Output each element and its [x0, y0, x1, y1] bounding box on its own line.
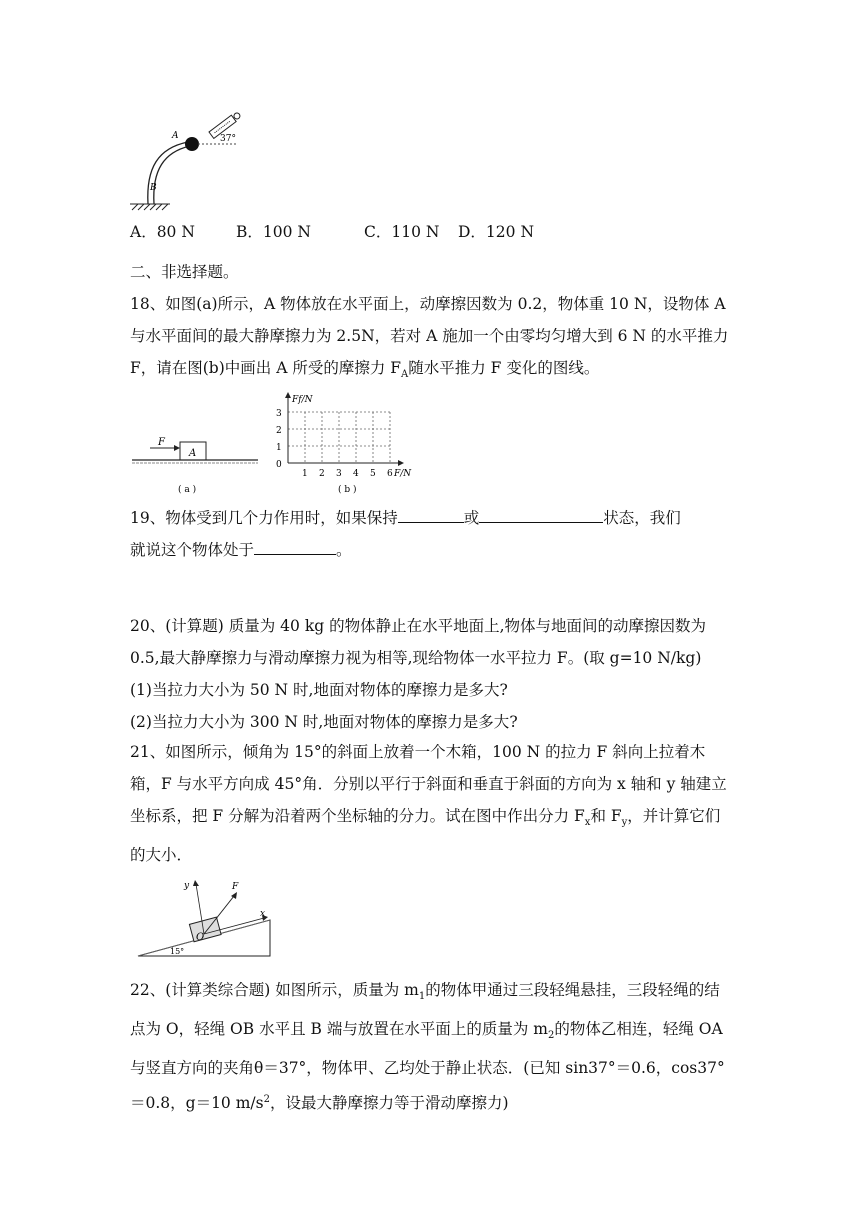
x-tick: 5	[370, 469, 376, 479]
svg-text:( b ): ( b )	[338, 485, 357, 495]
q18-figure-b	[268, 390, 428, 498]
svg-text:A: A	[189, 448, 197, 459]
question-21: 21、如图所示，倾角为 15°的斜面上放着一个木箱，100 N 的拉力 F 斜向上拉着木箱，F 与水平方向成 45°角．分别以平行于斜面和垂直于斜面的方向为 x 轴和 y 轴建立坐标系，把 F 分解为沿着两个坐标轴的分力。试在图中作出分力 $F_x$和 $F_y$，并计算它们的大小．	[130, 743, 727, 865]
q17-figure	[128, 108, 258, 213]
crate	[189, 917, 221, 942]
section-heading: 二、非选择题。	[130, 263, 239, 281]
answer-blank[interactable]	[254, 536, 336, 555]
y-axis-label: Ff/N	[292, 395, 313, 405]
question-20: 20、(计算题) 质量为 40 kg 的物体静止在水平地面上,物体与地面间的动摩擦因数为 0.5,最大静摩擦力与滑动摩擦力视为相等,现给物体一水平拉力 F。(取 g=10 N/kg) (1)当拉力大小为 50 N 时,地面对物体的摩擦力是多大? (2)当拉力大小为 300 N 时,地面对物体的摩擦力是多大?	[130, 617, 706, 731]
label-b: B	[150, 183, 157, 193]
y-tick: 1	[276, 443, 282, 453]
x-tick: 3	[336, 469, 342, 479]
option-d[interactable]: D．120 N	[458, 223, 535, 241]
x-axis-label: F/N	[394, 469, 412, 479]
q17-options	[130, 220, 534, 242]
q18-figure-a	[130, 435, 260, 497]
option-b[interactable]: B．100 N	[236, 223, 311, 241]
svg-text:y: y	[184, 881, 190, 891]
svg-text:15°: 15°	[170, 947, 185, 956]
svg-text:( a ): ( a )	[178, 485, 197, 495]
grid	[288, 412, 390, 463]
question-22: 22、(计算类综合题) 如图所示，质量为 $m_1$的物体甲通过三段轻绳悬挂，三段轻绳的结点为 O，轻绳 OB 水平且 B 端与放置在水平面上的质量为 $m_2$的物体乙相连，轻绳 OA 与竖直方向的夹角θ＝37°，物体甲、乙均处于静止状态．(已知 sin37°＝0.6，cos37°＝0.8，g＝10 $m/s^2$，设最大静摩擦力等于滑动摩擦力)	[130, 981, 725, 1113]
y-tick: 3	[276, 409, 282, 419]
svg-text:F: F	[158, 437, 165, 448]
ball	[185, 137, 199, 151]
x-tick: 2	[319, 469, 325, 479]
x-tick: 6	[387, 469, 393, 479]
question-18: 18、如图(a)所示，A 物体放在水平面上，动摩擦因数为 0.2，物体重 10 N，设物体 A 与水平面间的最大静摩擦力为 2.5N，若对 A 施加一个由零均匀增大到 6 N 的水平推力 F，请在图(b)中画出 A 所受的摩擦力 $F_A$随水平推力 F 变化的图线。	[130, 295, 729, 381]
svg-text:F: F	[232, 882, 239, 892]
svg-text:x: x	[260, 909, 266, 919]
answer-blank[interactable]	[398, 504, 464, 523]
svg-text:O: O	[196, 932, 205, 943]
option-a[interactable]: A．80 N	[130, 223, 195, 241]
question-19: 19、物体受到几个力作用时，如果保持 或 状态，我们 就说这个物体处于 。	[130, 502, 730, 566]
y-tick: 2	[276, 426, 282, 436]
label-a: A	[172, 131, 179, 141]
q21-figure	[136, 874, 286, 960]
x-tick: 4	[353, 469, 359, 479]
x-tick: 1	[302, 469, 308, 479]
angle-label: 37°	[220, 134, 236, 144]
answer-blank[interactable]	[479, 504, 603, 523]
ground-hatch	[130, 204, 170, 210]
option-c[interactable]: C．110 N	[364, 223, 440, 241]
y-tick: 0	[276, 460, 282, 470]
